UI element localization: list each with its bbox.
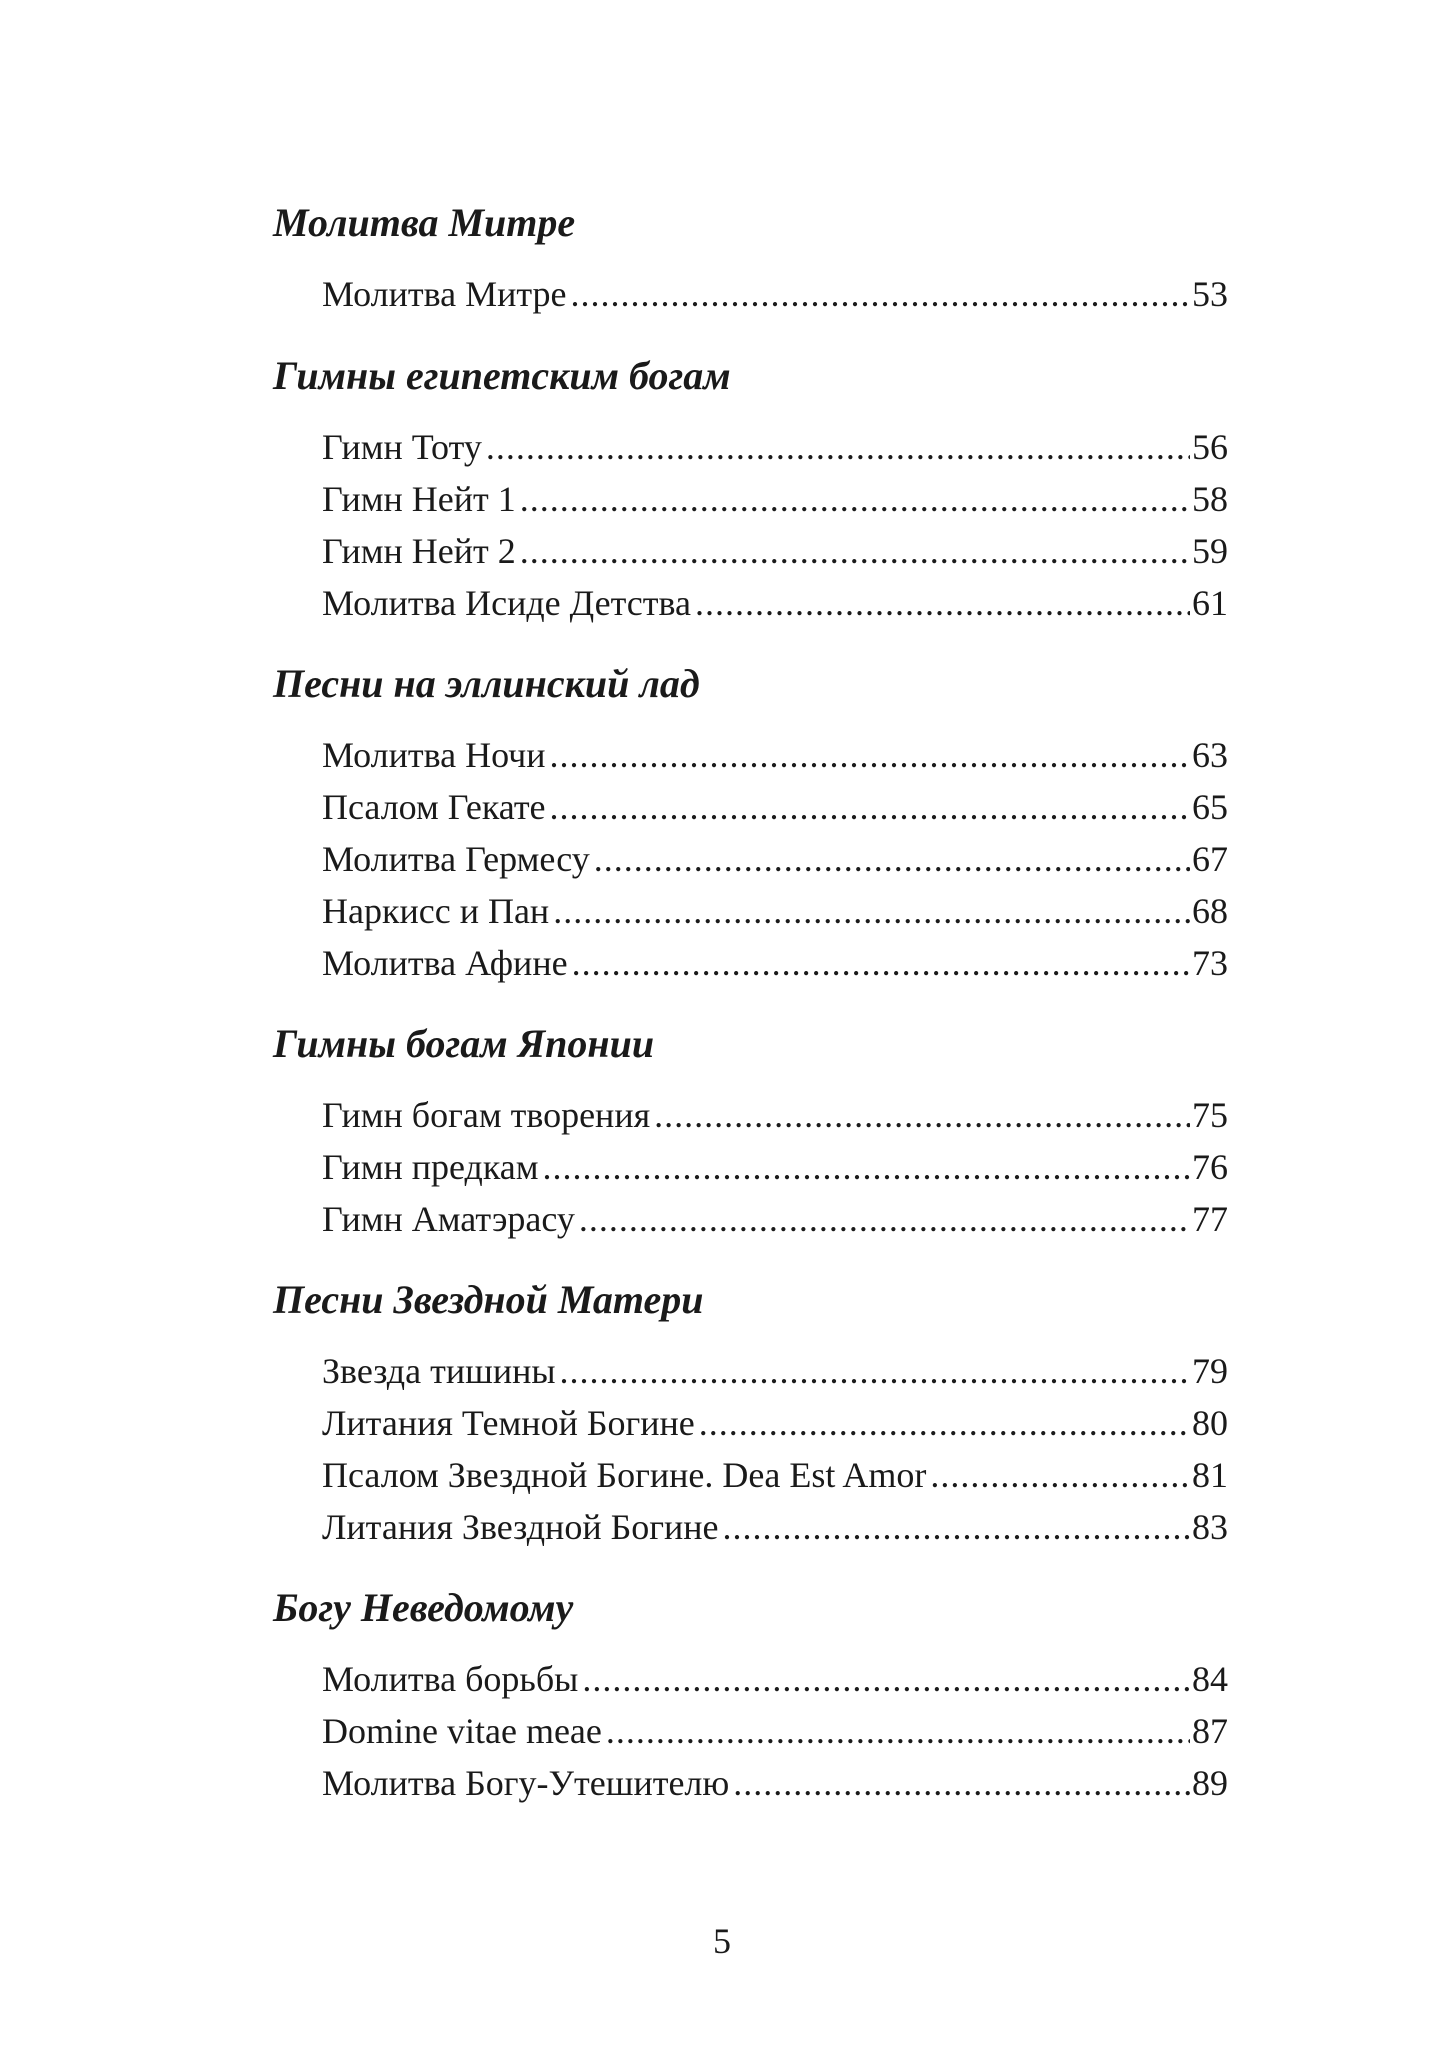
entry-page-number: 56 bbox=[1192, 427, 1228, 467]
toc-entry bbox=[322, 475, 1228, 523]
entry-title: Молитва Митре bbox=[322, 274, 567, 314]
entry-title: Литания Звездной Богине bbox=[322, 1507, 719, 1547]
dot-leader bbox=[571, 270, 1190, 318]
entry-page-number: 83 bbox=[1192, 1507, 1228, 1547]
entry-page-number: 68 bbox=[1192, 891, 1228, 931]
section-heading: Богу Неведомому bbox=[273, 1585, 574, 1630]
section-heading: Гимны египетским богам bbox=[273, 353, 731, 398]
entry-page-number: 80 bbox=[1192, 1403, 1228, 1443]
entry-title: Псалом Звездной Богине. Dea Est Amor bbox=[322, 1455, 927, 1495]
entry-title: Гимн Нейт 1 bbox=[322, 479, 516, 519]
toc-entry bbox=[322, 783, 1228, 831]
dot-leader bbox=[723, 1503, 1190, 1551]
dot-leader bbox=[699, 1399, 1190, 1447]
entry-title: Молитва Ночи bbox=[322, 735, 546, 775]
toc-entry bbox=[322, 579, 1228, 627]
dot-leader bbox=[520, 475, 1190, 523]
section-heading: Молитва Митре bbox=[273, 200, 576, 245]
dot-leader bbox=[520, 527, 1190, 575]
dot-leader bbox=[550, 731, 1190, 779]
dot-leader bbox=[486, 423, 1190, 471]
entry-page-number: 65 bbox=[1192, 787, 1228, 827]
toc-entry bbox=[322, 731, 1228, 779]
section-heading: Гимны богам Японии bbox=[273, 1021, 655, 1066]
entry-title: Литания Темной Богине bbox=[322, 1403, 695, 1443]
toc-entry bbox=[322, 1091, 1228, 1139]
entry-page-number: 59 bbox=[1192, 531, 1228, 571]
entry-page-number: 58 bbox=[1192, 479, 1228, 519]
toc-entry bbox=[322, 1399, 1228, 1447]
entry-page-number: 61 bbox=[1192, 583, 1228, 623]
entry-title: Гимн предкам bbox=[322, 1147, 539, 1187]
toc-entry bbox=[322, 527, 1228, 575]
entry-page-number: 79 bbox=[1192, 1351, 1228, 1391]
dot-leader bbox=[930, 1451, 1190, 1499]
entry-page-number: 75 bbox=[1192, 1095, 1228, 1135]
toc-entry bbox=[322, 1451, 1228, 1499]
toc-entry bbox=[322, 423, 1228, 471]
dot-leader bbox=[654, 1091, 1190, 1139]
dot-leader bbox=[606, 1707, 1190, 1755]
dot-leader bbox=[695, 579, 1190, 627]
toc-entry bbox=[322, 887, 1228, 935]
toc-entry bbox=[322, 1759, 1228, 1807]
entry-title: Молитва Исиде Детства bbox=[322, 583, 691, 623]
dot-leader bbox=[572, 939, 1190, 987]
entry-title: Гимн Нейт 2 bbox=[322, 531, 516, 571]
toc-entry bbox=[322, 1655, 1228, 1703]
entry-title: Псалом Гекате bbox=[322, 787, 546, 827]
dot-leader bbox=[582, 1655, 1190, 1703]
dot-leader bbox=[560, 1347, 1190, 1395]
entry-title: Молитва Гермесу bbox=[322, 839, 590, 879]
entry-title: Гимн Тоту bbox=[322, 427, 482, 467]
entry-page-number: 67 bbox=[1192, 839, 1228, 879]
entry-page-number: 73 bbox=[1192, 943, 1228, 983]
entry-page-number: 81 bbox=[1192, 1455, 1228, 1495]
toc-entry bbox=[322, 1707, 1228, 1755]
entry-title: Гимн Аматэрасу bbox=[322, 1199, 575, 1239]
toc-entry bbox=[322, 270, 1228, 318]
entry-title: Наркисс и Пан bbox=[322, 891, 550, 931]
toc-entry bbox=[322, 1143, 1228, 1191]
dot-leader bbox=[594, 835, 1190, 883]
dot-leader bbox=[553, 887, 1190, 935]
toc-entry bbox=[322, 1195, 1228, 1243]
entry-title: Молитва Богу-Утешителю bbox=[322, 1763, 730, 1803]
entry-page-number: 84 bbox=[1192, 1659, 1228, 1699]
entry-page-number: 63 bbox=[1192, 735, 1228, 775]
entry-page-number: 76 bbox=[1192, 1147, 1228, 1187]
toc-entry bbox=[322, 835, 1228, 883]
toc-entry bbox=[322, 939, 1228, 987]
toc-entry bbox=[322, 1347, 1228, 1395]
entry-page-number: 87 bbox=[1192, 1711, 1228, 1751]
entry-title: Молитва Афине bbox=[322, 943, 568, 983]
entry-page-number: 53 bbox=[1192, 274, 1228, 314]
dot-leader bbox=[543, 1143, 1190, 1191]
entry-page-number: 77 bbox=[1192, 1199, 1228, 1239]
section-heading: Песни на эллинский лад bbox=[273, 661, 700, 706]
dot-leader bbox=[733, 1759, 1190, 1807]
dot-leader bbox=[579, 1195, 1190, 1243]
page-number: 5 bbox=[713, 1921, 731, 1961]
entry-title: Гимн богам творения bbox=[322, 1095, 651, 1135]
section-heading: Песни Звездной Матери bbox=[273, 1277, 704, 1322]
entry-title: Молитва борьбы bbox=[322, 1659, 579, 1699]
entry-page-number: 89 bbox=[1192, 1763, 1228, 1803]
dot-leader bbox=[550, 783, 1190, 831]
toc-entry bbox=[322, 1503, 1228, 1551]
entry-title: Звезда тишины bbox=[322, 1351, 556, 1391]
entry-title: Domine vitae meae bbox=[322, 1711, 602, 1751]
